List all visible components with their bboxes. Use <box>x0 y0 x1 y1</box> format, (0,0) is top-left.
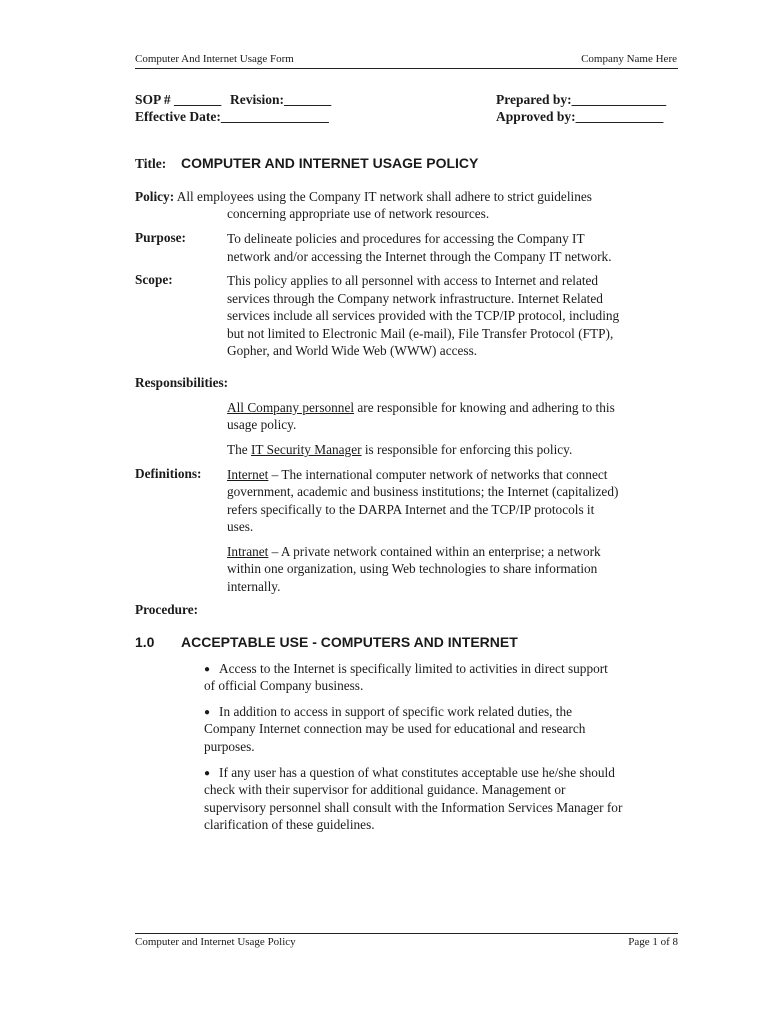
bullet-2-text: In addition to access in support of specific work related duties, the <box>219 704 573 719</box>
responsibility-2-term: IT Security Manager <box>251 442 362 457</box>
responsibility-2 <box>227 441 572 459</box>
responsibility-1-term: All Company personnel <box>227 400 355 415</box>
definition-internet <box>227 466 607 484</box>
page-number: Page 1 of 8 <box>628 936 678 948</box>
bullet-2-more: Company Internet connection may be used for educational and research purposes. <box>204 721 586 754</box>
scope-label: Scope: <box>135 272 173 287</box>
responsibilities-label: Responsibilities: <box>135 375 229 390</box>
policy-label: Policy: <box>135 189 175 204</box>
definition-intranet-more: within one organization, using Web technologies to share information internally. <box>227 561 598 594</box>
footer-left: Computer and Internet Usage Policy <box>135 936 296 948</box>
policy-line1 <box>135 188 592 206</box>
responsibility-1 <box>227 399 615 417</box>
bullet-icon: ● <box>204 707 211 718</box>
responsibility-1-text: are responsible for knowing and adhering to this <box>354 400 615 415</box>
policy-line2: concerning appropriate use of network resources. <box>227 206 490 221</box>
page-title: COMPUTER AND INTERNET USAGE POLICY <box>181 155 479 171</box>
title-label: Title: <box>135 156 167 171</box>
scope-text: This policy applies to all personnel with access to Internet and related services through the Company network infrastructure. Internet Related services include all services provided with the TCP/IP protocol, including but not limited to Electronic Mail (e-mail), File Transfer Protocol (FTP), Gopher, and World Wide Web (WWW) access. <box>227 273 620 358</box>
header-right: Company Name Here <box>581 53 677 65</box>
sop-number: SOP # _______ <box>135 92 222 107</box>
header-rule <box>135 68 678 69</box>
section-number: 1.0 <box>135 634 155 650</box>
prepared-by: Prepared by:______________ <box>496 92 667 107</box>
purpose-text: To delineate policies and procedures for accessing the Company IT network and/or accessing the Internet through the Company IT network. <box>227 231 612 264</box>
definition-internet-text: – The international computer network of networks that connect <box>268 467 608 482</box>
definition-intranet-term: Intranet <box>227 544 269 559</box>
bullet-3-more: check with their supervisor for additional guidance. Management or supervisory personnel shall consult with the Information Services Manager for clarification of these guidelines. <box>204 782 623 832</box>
policy-text: All employees using the Company IT network shall adhere to strict guidelines <box>176 189 592 204</box>
definition-intranet-text: – A private network contained within an enterprise; a network <box>268 544 601 559</box>
footer-rule <box>135 933 678 934</box>
bullet-1-text: Access to the Internet is specifically limited to activities in direct support <box>219 661 608 676</box>
section-title: ACCEPTABLE USE - COMPUTERS AND INTERNET <box>181 634 518 650</box>
definition-internet-term: Internet <box>227 467 269 482</box>
definition-internet-more: government, academic and business institutions; the Internet (capitalized) refers specifically to the DARPA Internet and the TCP/IP protocols it uses. <box>227 484 619 534</box>
definitions-label: Definitions: <box>135 466 202 481</box>
bullet-1-more: of official Company business. <box>204 678 364 693</box>
revision: Revision:_______ <box>230 92 332 107</box>
bullet-icon: ● <box>204 768 211 779</box>
effective-date: Effective Date:________________ <box>135 109 329 124</box>
purpose-label: Purpose: <box>135 230 186 245</box>
header-left: Computer And Internet Usage Form <box>135 53 294 65</box>
bullet-icon: ● <box>204 664 211 675</box>
responsibility-2-pre: The <box>227 442 251 457</box>
approved-by: Approved by:_____________ <box>496 109 664 124</box>
procedure-label: Procedure: <box>135 602 199 617</box>
responsibility-2-text: is responsible for enforcing this policy. <box>361 442 573 457</box>
responsibility-1-line2: usage policy. <box>227 417 297 432</box>
bullet-3-text: If any user has a question of what constitutes acceptable use he/she should <box>219 765 615 780</box>
definition-intranet <box>227 543 601 561</box>
